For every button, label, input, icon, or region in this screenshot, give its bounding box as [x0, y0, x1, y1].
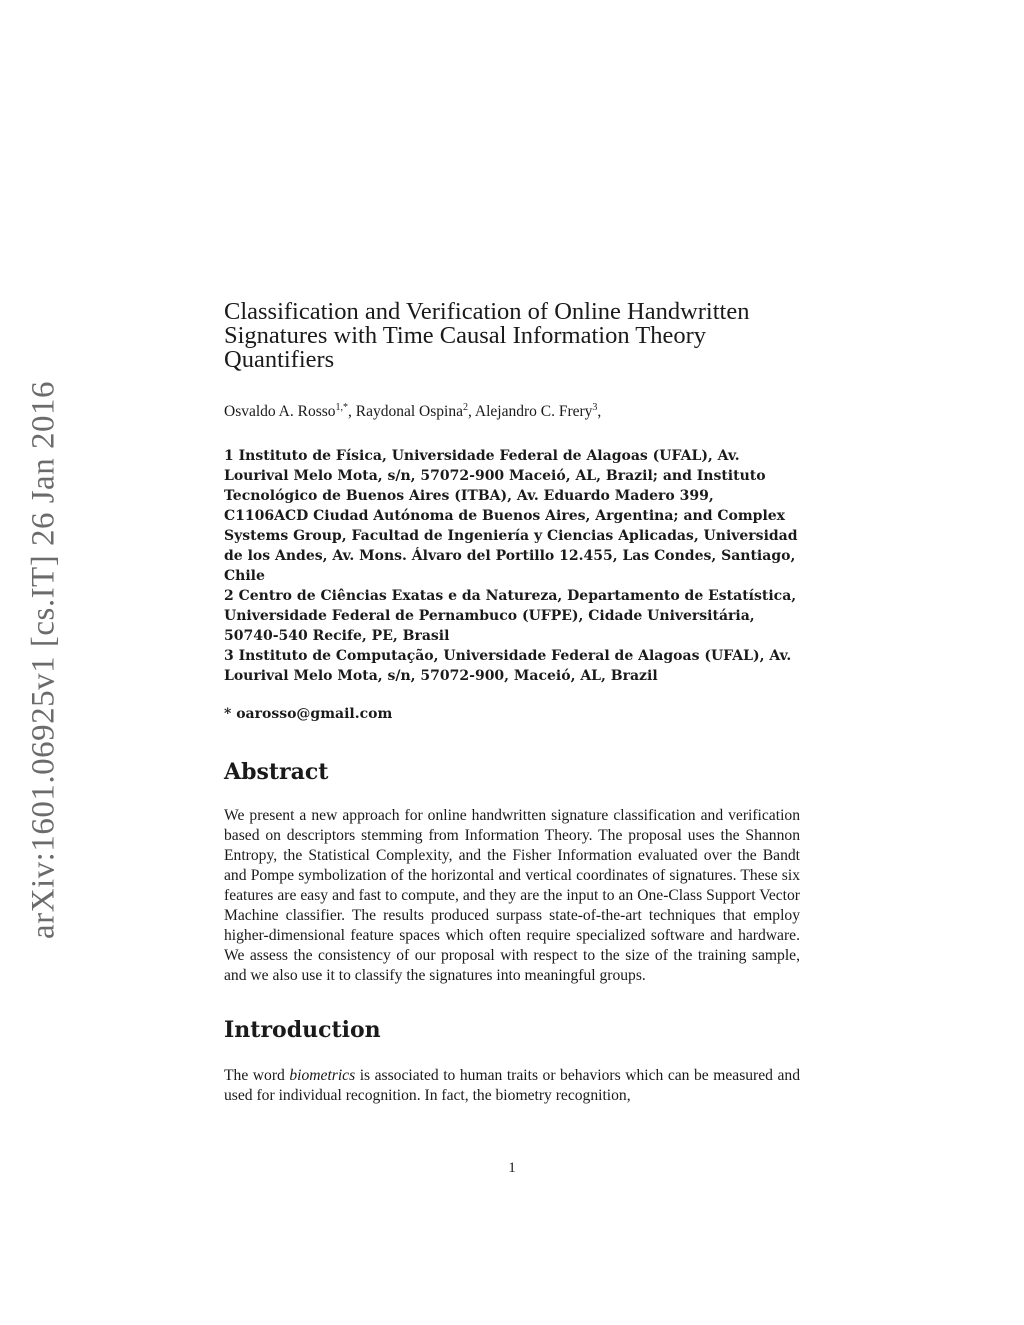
affiliation-item: 1 Instituto de Física, Universidade Federal de Alagoas (UFAL), Av. Lourival Melo Mota, s/n, 57072-900 Maceió, AL, Brazil; and Instituto Tecnológico de Buenos Aires (ITBA), Av. Eduardo Madero 399, C1106ACD Ciudad Autónoma de Buenos Aires, Argentina; and Complex Systems Group, Facultad de Ingeniería y Ciencias Aplicadas, Universidad de los Andes, Av. Mons. Álvaro del Portillo 12.455, Las Condes, Santiago, Chile — [224, 448, 798, 584]
author-list: Osvaldo A. Rosso$^{1,*}$, Raydonal Ospina$^2$, Alejandro C. Frery$^3$, — [224, 401, 602, 420]
author-name: Alejandro C. Frery — [474, 403, 593, 420]
introduction-text — [224, 1066, 800, 1106]
page-number: 1 — [508, 1160, 516, 1176]
corresponding-author-email: * oarosso@gmail.com — [224, 706, 393, 722]
intro-text-start: The word — [224, 1067, 290, 1084]
author-affiliation-mark: 3 — [592, 401, 598, 413]
introduction-heading: Introduction — [224, 1017, 381, 1043]
author-affiliation-mark: 2 — [462, 401, 468, 413]
abstract-heading: Abstract — [224, 759, 329, 785]
intro-emphasis: biometrics — [289, 1067, 356, 1084]
intro-text-rest: is associated to human traits or behaviors which can be measured and used for individual recognition. In fact, the biometry recognition, — [224, 1067, 801, 1104]
author-name: Osvaldo A. Rosso — [224, 403, 336, 420]
affiliation-list — [224, 446, 800, 686]
affiliation-item: 2 Centro de Ciências Exatas e da Natureza, Departamento de Estatística, Universidade Federal de Pernambuco (UFPE), Cidade Universitária, 50740-540 Recife, PE, Brasil — [224, 588, 797, 644]
paper-title: Classification and Verification of Online Handwritten Signatures with Time Causal Information Theory Quantifiers — [224, 298, 750, 373]
author-name: Raydonal Ospina — [355, 403, 463, 420]
author-affiliation-mark: 1,* — [335, 401, 349, 413]
affiliation-item: 3 Instituto de Computação, Universidade Federal de Alagoas (UFAL), Av. Lourival Melo Mota, s/n, 57072-900, Maceió, AL, Brazil — [224, 648, 792, 684]
arxiv-identifier-stamp: arXiv:1601.06925v1 [cs.IT] 26 Jan 2016 — [25, 381, 62, 939]
abstract-text: We present a new approach for online handwritten signature classification and verification based on descriptors stemming from Information Theory. The proposal uses the Shannon Entropy, the Statistical Complexity, and the Fisher Information evaluated over the Bandt and Pompe symbolization of the horizontal and vertical coordinates of signatures. These six features are easy and fast to compute, and they are the input to an One-Class Support Vector Machine classifier. The results produced surpass state-of-the-art techniques that employ higher-dimensional feature spaces which often require specialized software and hardware. We assess the consistency of our proposal with respect to the size of the training sample, and we also use it to classify the signatures into meaningful groups. — [224, 807, 800, 984]
paper-first-page — [224, 300, 800, 1106]
